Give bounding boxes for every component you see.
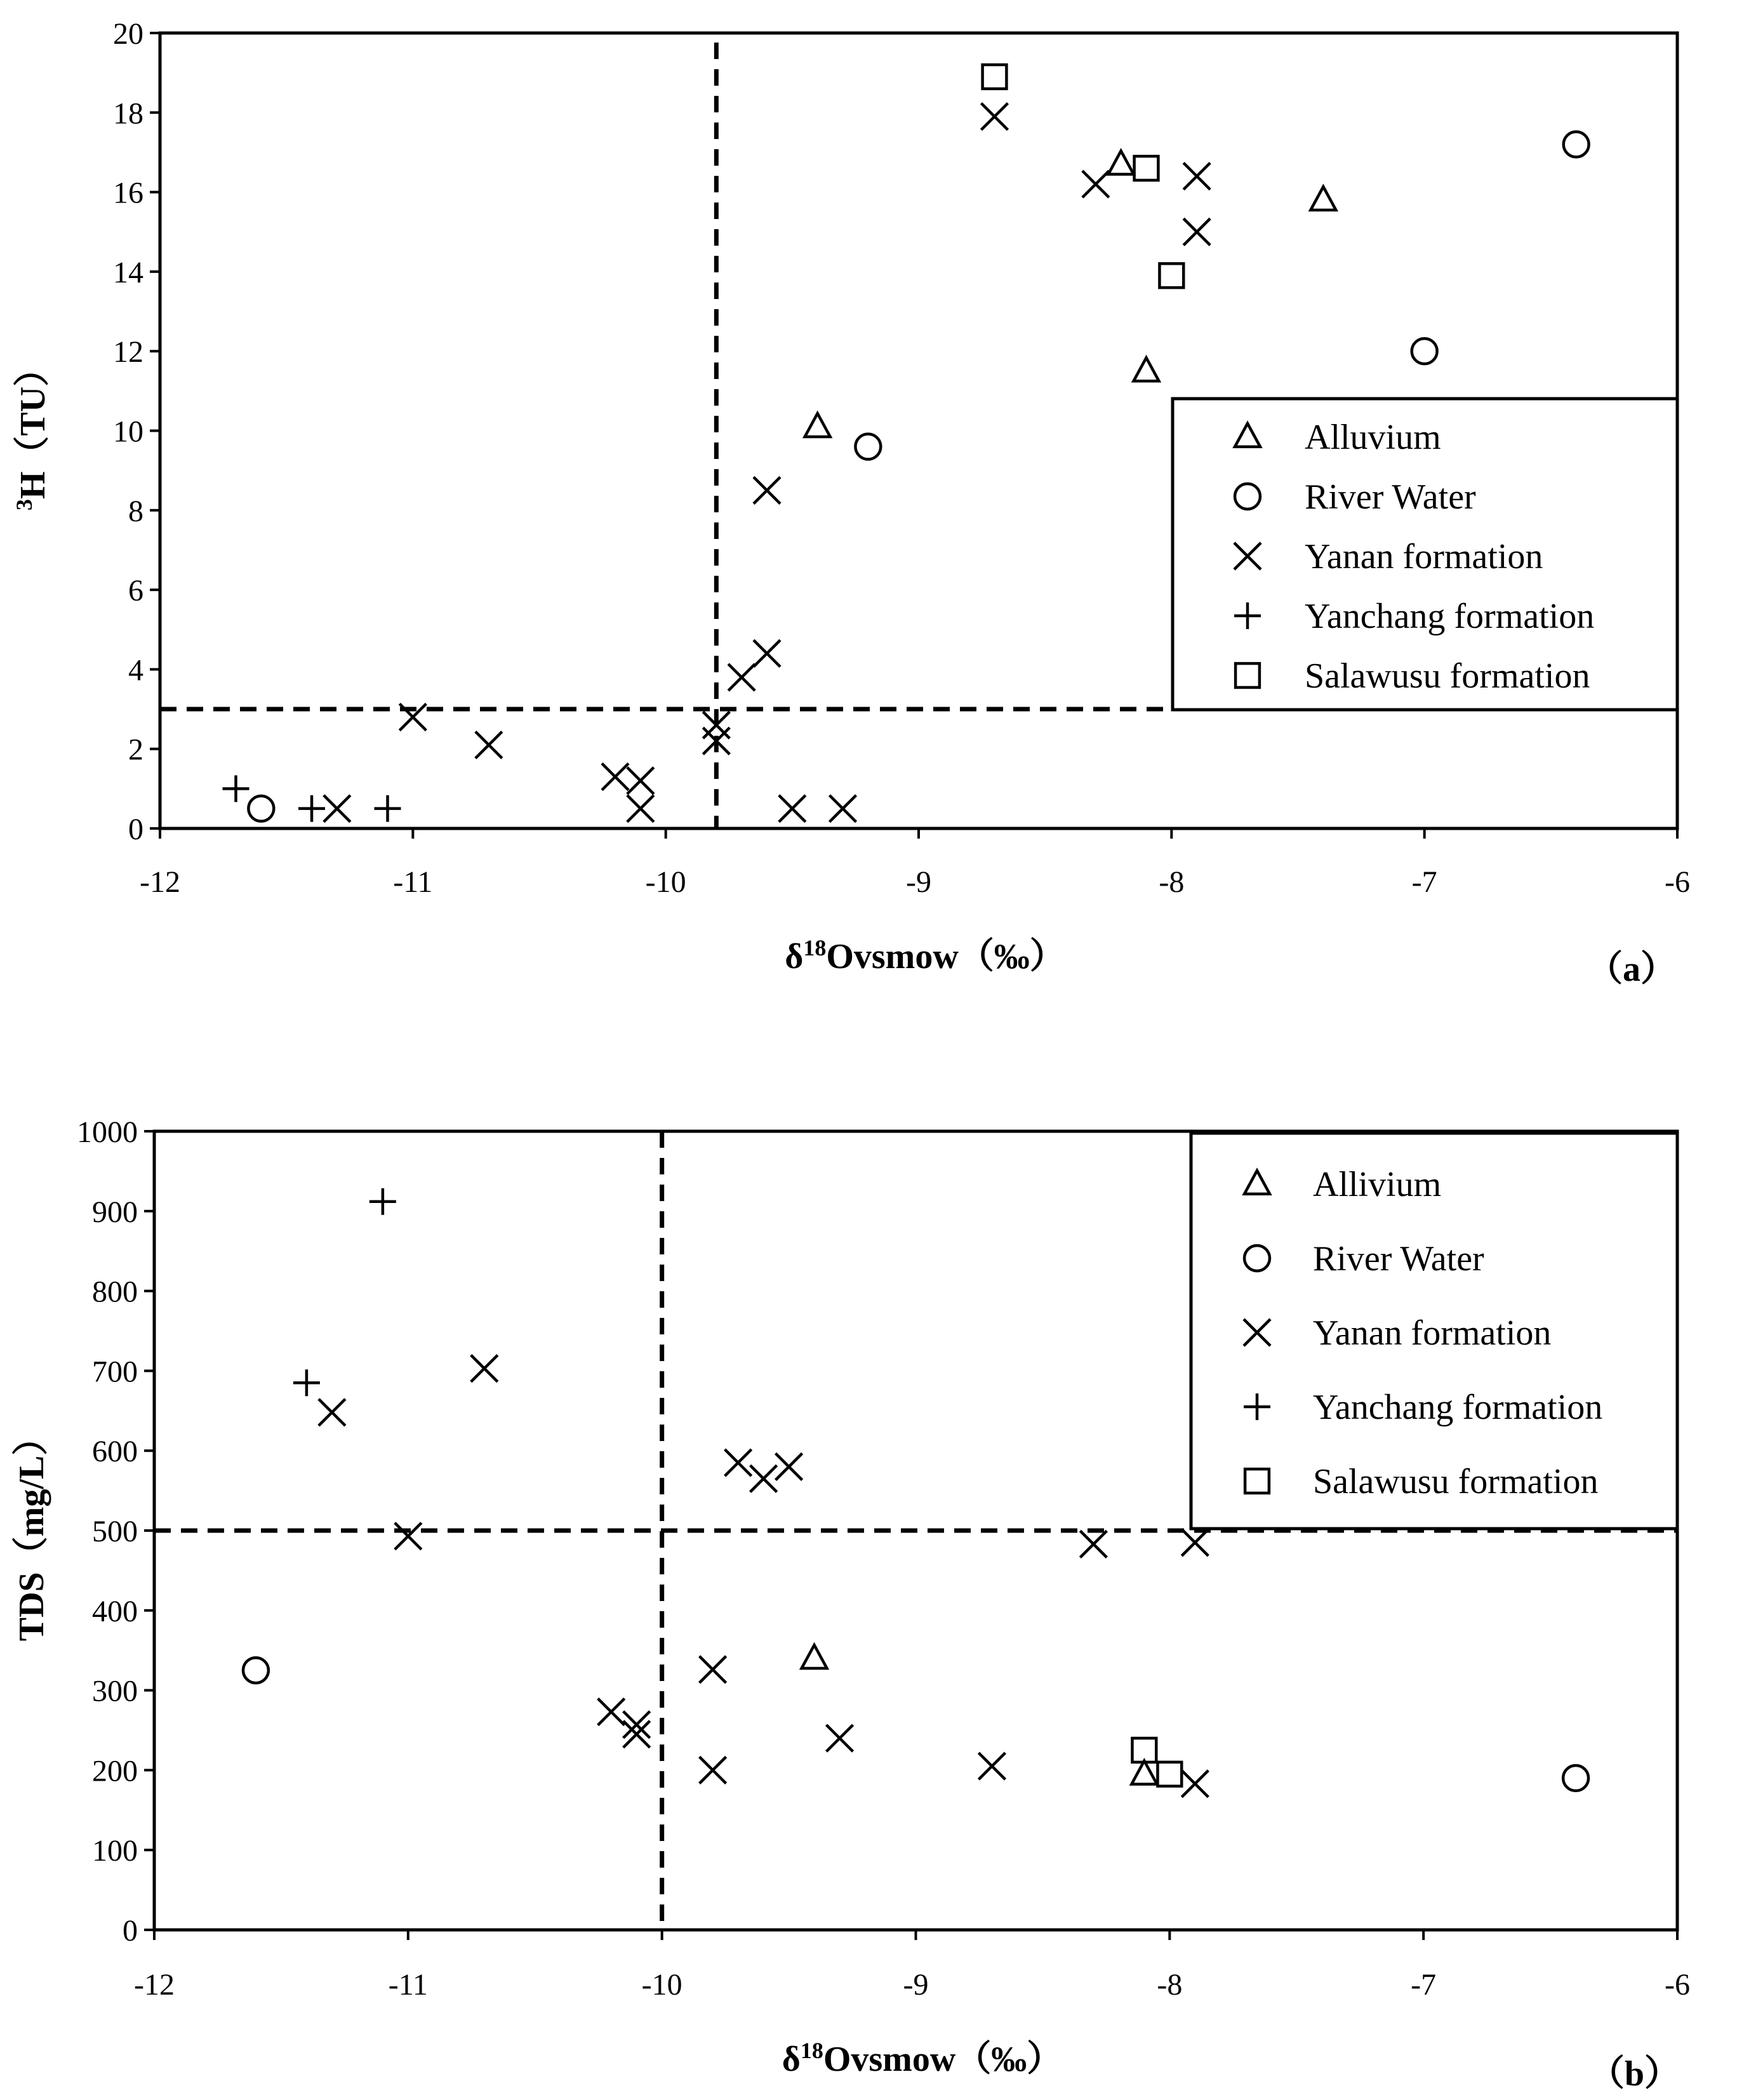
y-tick-label: 700: [92, 1355, 138, 1389]
legend-label: Yanchang formation: [1305, 597, 1595, 636]
data-point: [754, 640, 780, 667]
series-square: [1132, 1738, 1181, 1786]
y-tick-label: 8: [128, 494, 143, 528]
y-tick-label: 18: [113, 96, 143, 131]
legend-label: Salawusu formation: [1305, 656, 1590, 696]
legend-label: Yanchang formation: [1313, 1388, 1603, 1427]
series-triangle: [802, 1493, 1335, 1784]
x-tick-label: -9: [903, 1968, 929, 2002]
data-point: [805, 413, 830, 437]
legend-label: Alluvium: [1305, 418, 1441, 457]
data-point: [1108, 151, 1134, 175]
y-axis-label: [11, 351, 53, 510]
data-point: [1157, 1762, 1181, 1786]
data-point: [324, 795, 350, 822]
chart-panel-a: [11, 17, 1690, 989]
y-tick-label: 20: [113, 17, 143, 51]
data-point: [1181, 1529, 1208, 1556]
x-tick-label: -10: [645, 865, 686, 899]
data-point: [1080, 1531, 1107, 1557]
data-point: [248, 796, 274, 821]
data-point: [700, 1656, 726, 1683]
series-x: [319, 1355, 1208, 1797]
y-tick-label: 10: [113, 415, 143, 449]
y-tick-label: 200: [92, 1754, 138, 1788]
data-point: [1412, 338, 1437, 364]
data-point: [223, 775, 250, 802]
data-point: [827, 1725, 853, 1751]
legend-label: Yanan formation: [1313, 1313, 1552, 1353]
data-point: [700, 1757, 726, 1783]
y-axis-label-main: TDS（mg/L）: [12, 1419, 51, 1642]
x-axis-label-prefix: δ: [782, 2040, 801, 2079]
y-tick-label: 1000: [77, 1115, 138, 1149]
y-tick-label: 6: [128, 574, 143, 608]
series-square: [983, 65, 1184, 288]
data-point: [983, 65, 1007, 89]
data-point: [754, 477, 780, 503]
x-axis-label-sup: 18: [800, 2038, 823, 2063]
y-tick-label: 12: [113, 335, 143, 369]
series-plus: [293, 1188, 396, 1397]
y-tick-label: 0: [128, 813, 143, 846]
data-point: [1310, 187, 1336, 210]
data-point: [395, 1523, 422, 1550]
data-point: [1082, 171, 1109, 197]
legend-label: River Water: [1305, 477, 1476, 517]
legend-label: Allivium: [1313, 1165, 1442, 1204]
data-point: [1131, 1761, 1157, 1784]
x-tick-label: -10: [641, 1968, 682, 2002]
panel-label: （b）: [1588, 2054, 1680, 2094]
x-tick-label: -9: [906, 865, 931, 899]
y-tick-label: 0: [123, 1914, 138, 1948]
legend-label: Salawusu formation: [1313, 1462, 1599, 1501]
data-point: [750, 1465, 777, 1492]
data-point: [243, 1658, 269, 1683]
data-point: [779, 795, 806, 822]
y-tick-label: 400: [92, 1594, 138, 1628]
data-point: [978, 1753, 1005, 1779]
x-tick-label: -12: [134, 1968, 175, 2002]
y-tick-label: 500: [92, 1515, 138, 1548]
y-axis-label-sup: 3: [11, 499, 37, 511]
data-point: [802, 1645, 827, 1668]
x-axis-label-sup: 18: [803, 935, 827, 960]
x-tick-label: -6: [1665, 865, 1690, 899]
data-point: [602, 764, 629, 790]
data-point: [1135, 156, 1159, 180]
x-tick-label: -7: [1411, 865, 1437, 899]
data-point: [369, 1188, 396, 1215]
x-tick-label: -6: [1665, 1968, 1690, 2002]
data-point: [1159, 263, 1183, 288]
x-axis-label: [785, 935, 1065, 976]
y-tick-label: 900: [92, 1195, 138, 1229]
chart-panel-b: [12, 1115, 1690, 2094]
y-tick-label: 2: [128, 733, 143, 767]
y-tick-label: 600: [92, 1435, 138, 1469]
data-point: [375, 795, 401, 822]
data-point: [1134, 358, 1159, 382]
y-tick-label: 300: [92, 1674, 138, 1708]
data-point: [293, 1369, 320, 1396]
data-point: [728, 664, 755, 691]
panel-label: （a）: [1587, 950, 1676, 989]
x-axis-label-main: Ovsmow（‰）: [826, 937, 1065, 976]
data-point: [627, 795, 654, 822]
data-point: [598, 1699, 625, 1725]
data-point: [298, 795, 325, 822]
data-point: [1183, 163, 1210, 190]
data-point: [1564, 131, 1589, 157]
x-tick-label: -11: [393, 865, 433, 899]
series-triangle: [805, 151, 1336, 437]
data-point: [725, 1449, 752, 1476]
legend-label: River Water: [1313, 1239, 1484, 1279]
data-point: [319, 1399, 345, 1426]
data-point: [476, 731, 502, 758]
data-point: [1181, 1771, 1208, 1797]
x-tick-label: -11: [388, 1968, 428, 2002]
data-point: [855, 434, 881, 460]
x-tick-label: -8: [1157, 1968, 1183, 2002]
series-x: [324, 103, 1210, 822]
data-point: [982, 103, 1008, 130]
x-axis-label: [782, 2038, 1063, 2079]
y-tick-label: 14: [113, 255, 143, 289]
data-point: [830, 795, 856, 822]
y-tick-label: 100: [92, 1834, 138, 1868]
x-axis-label-main: Ovsmow（‰）: [823, 2040, 1063, 2079]
data-point: [627, 768, 654, 794]
y-tick-label: 800: [92, 1275, 138, 1309]
data-point: [776, 1453, 802, 1480]
y-axis-label-main: H（TU）: [13, 350, 53, 500]
y-tick-label: 16: [113, 176, 143, 210]
data-point: [1183, 218, 1210, 245]
y-tick-label: 4: [128, 653, 143, 688]
legend-label: Yanan formation: [1305, 537, 1543, 576]
y-axis-label: [12, 1420, 51, 1642]
x-axis-label-prefix: δ: [785, 937, 804, 976]
x-tick-label: -8: [1159, 865, 1185, 899]
data-point: [471, 1355, 498, 1382]
data-point: [1563, 1765, 1588, 1791]
x-tick-label: -7: [1411, 1968, 1437, 2002]
x-tick-label: -12: [140, 865, 180, 899]
